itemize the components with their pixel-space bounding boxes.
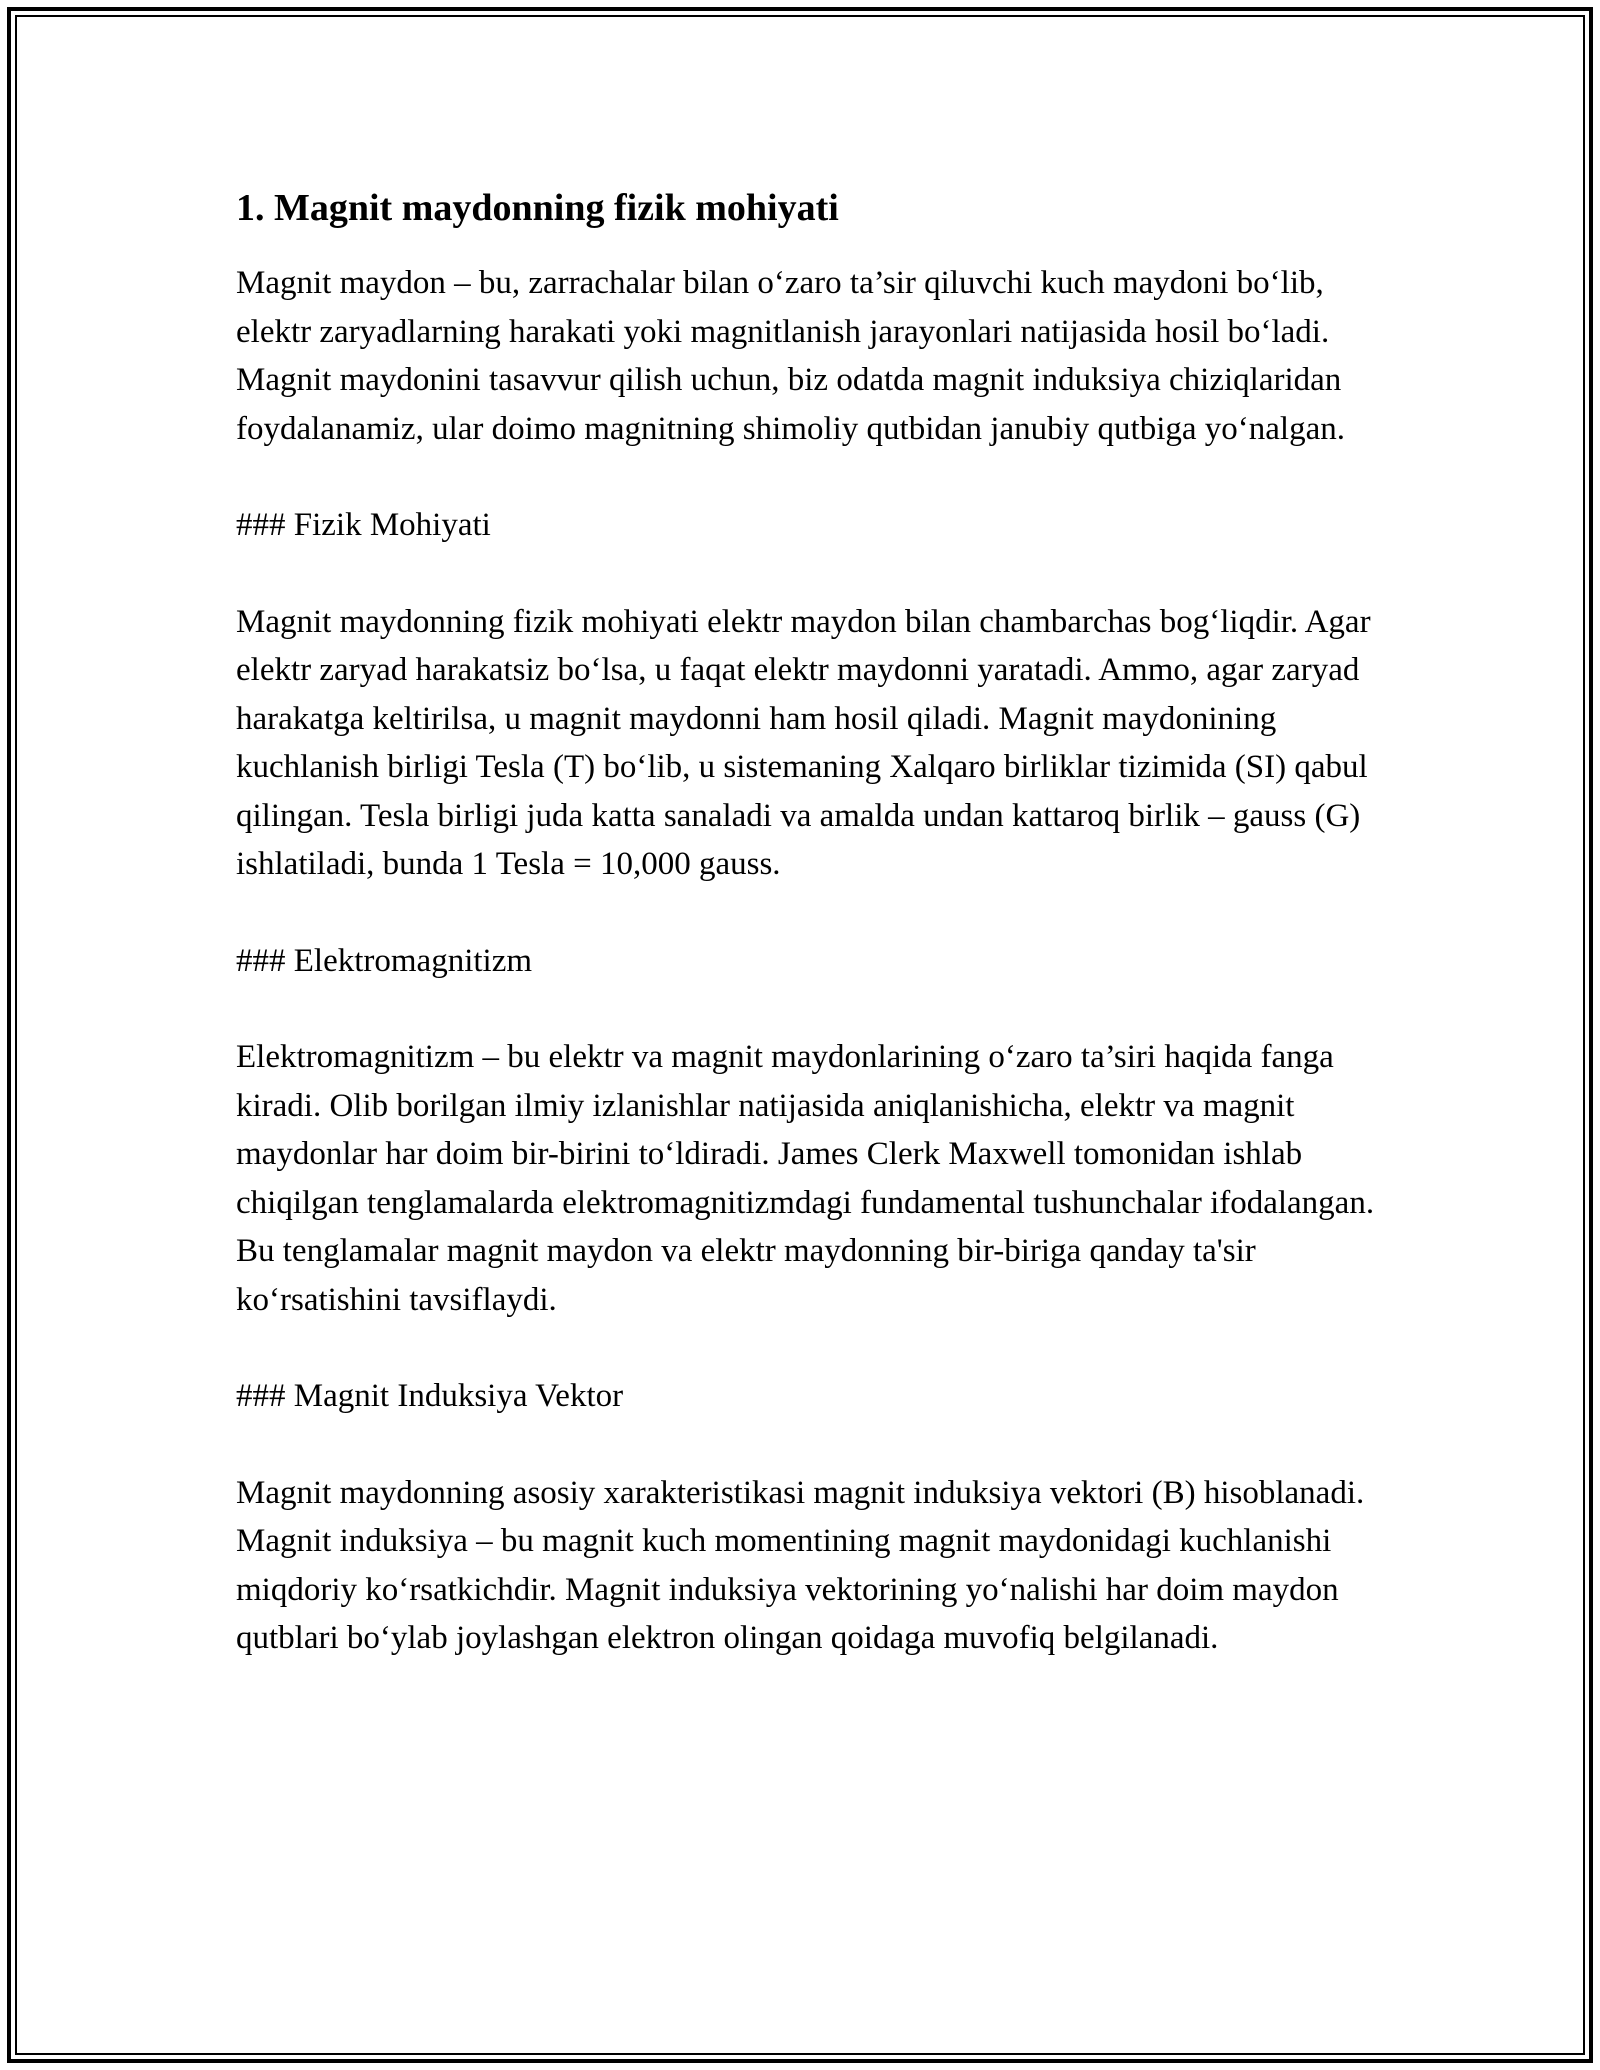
paragraph-elektromagnitizm: Elektromagnitizm – bu elektr va magnit maydonlarining o‘zaro ta’siri haqida fanga kiradi. Olib borilgan ilmiy izlanishlar natijasida aniqlanishicha, elektr va magnit maydonlar har doim bir-birini to‘ldiradi. James Clerk Maxwell tomonidan ishlab chiqilgan tenglamalarda elektromagnitizmdagi fundamental tushunchalar ifodalangan. Bu tenglamalar magnit maydon va elektr maydonning bir-biriga qanday ta'sir ko‘rsatishini tavsiflaydi. [236,1039,1375,1318]
paragraph-intro: Magnit maydon – bu, zarrachalar bilan o‘zaro ta’sir qiluvchi kuch maydoni bo‘lib, elektr zaryadlarning harakati yoki magnitlanish jarayonlari natijasida hosil bo‘ladi. Magnit maydonini tasavvur qilish uchun, biz odatda magnit induksiya chiziqlaridan foydalanamiz, ular doimo magnitning shimoliy qutbidan janubiy qutbiga yo‘nalgan. [236,265,1345,447]
paragraph-fizik-mohiyati: Magnit maydonning fizik mohiyati elektr maydon bilan chambarchas bog‘liqdir. Agar elektr zaryad harakatsiz bo‘lsa, u faqat elektr maydonni yaratadi. Ammo, agar zaryad harakatga keltirilsa, u magnit maydonni ham hosil qiladi. Magnit maydonining kuchlanish birligi Tesla (T) bo‘lib, u sistemaning Xalqaro birliklar tizimida (SI) qabul qilingan. Tesla birligi juda katta sanaladi va amalda undan kattaroq birlik – gauss (G) ishlatiladi, bunda 1 Tesla = 10,000 gauss. [236,603,1371,882]
document-title: 1. Magnit maydonning fizik mohiyati [236,187,839,229]
document-body [236,183,1376,1711]
subheading-magnit-induksiya-vektor: ### Magnit Induksiya Vektor [236,1378,624,1414]
subheading-fizik-mohiyati: ### Fizik Mohiyati [236,507,491,543]
paragraph-magnit-induksiya-vektor: Magnit maydonning asosiy xarakteristikasi magnit induksiya vektori (B) hisoblanadi. Magnit induksiya – bu magnit kuch momentining magnit maydonidagi kuchlanishi miqdoriy ko‘rsatkichdir. Magnit induksiya vektorining yo‘nalishi har doim maydon qutblari bo‘ylab joylashgan elektron olingan qoidaga muvofiq belgilanadi. [236,1474,1365,1656]
subheading-elektromagnitizm: ### Elektromagnitizm [236,942,533,979]
